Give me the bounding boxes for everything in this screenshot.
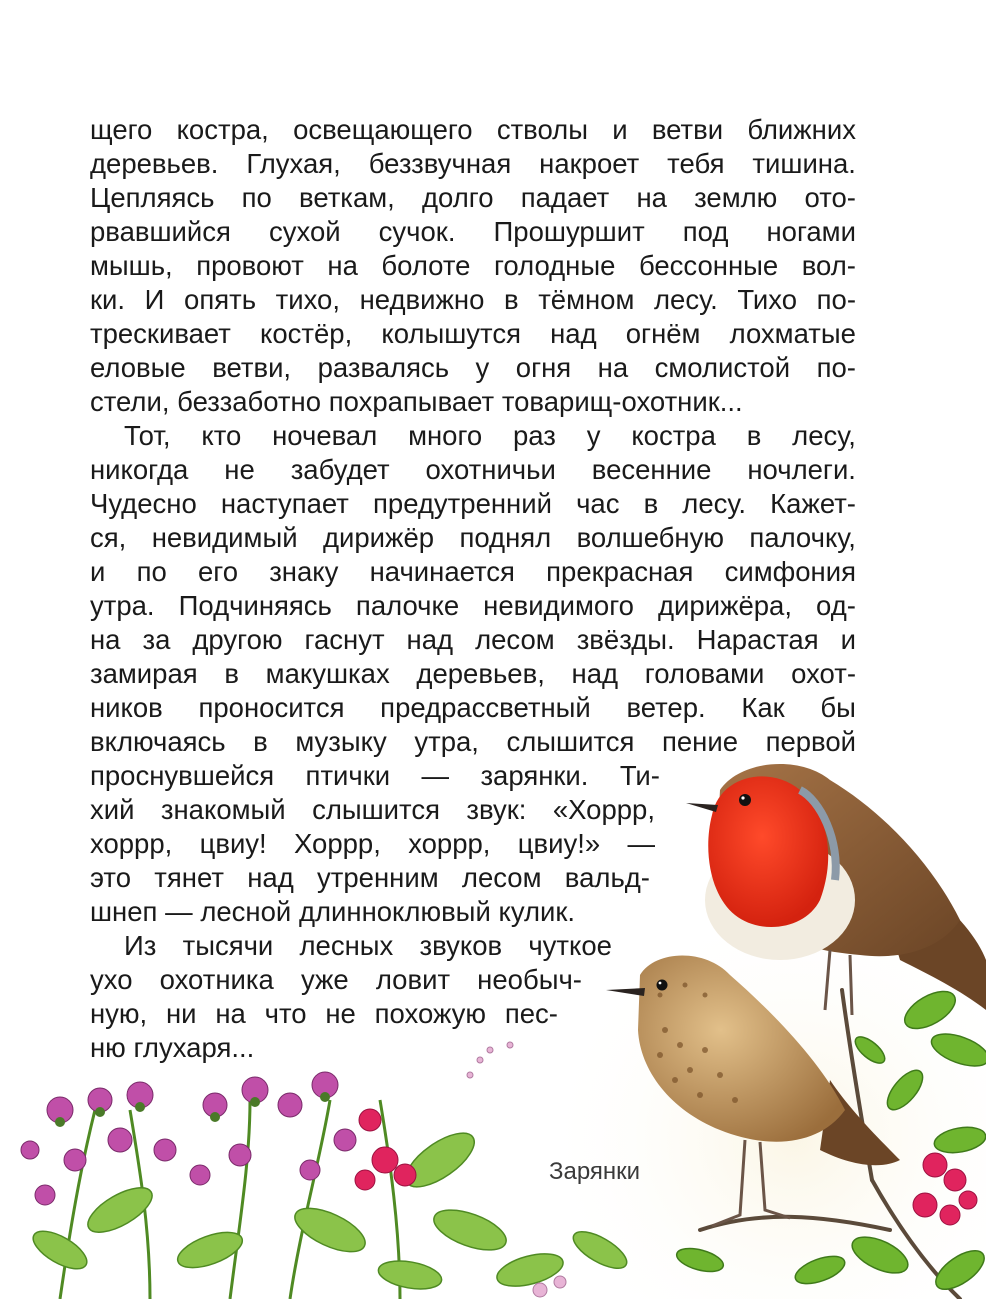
word: слышится <box>312 794 440 825</box>
word: и <box>840 624 856 655</box>
word: звёзды. <box>576 624 675 655</box>
word: макушках <box>265 658 390 689</box>
word: ветер. <box>626 692 706 723</box>
word: беззвучная <box>368 148 512 179</box>
word: развалясь <box>317 352 450 383</box>
word: похожую <box>374 998 487 1029</box>
word: утра, <box>414 726 479 757</box>
word: над <box>550 318 597 349</box>
word: лохматые <box>729 318 856 349</box>
word: дирижёра, <box>658 590 792 621</box>
word: первой <box>765 726 856 757</box>
word: птички <box>305 760 391 791</box>
word: тебя <box>667 148 725 179</box>
word: Нарастая <box>696 624 819 655</box>
text-line <box>124 929 612 963</box>
word: необыч- <box>477 964 582 995</box>
word: смолистой <box>654 352 791 383</box>
word: на <box>327 250 358 281</box>
text-line <box>90 759 660 793</box>
word: наступает <box>220 488 349 519</box>
word: на <box>597 352 629 383</box>
text-line <box>90 555 856 589</box>
text-line <box>90 827 655 861</box>
word: Глухая, <box>246 148 341 179</box>
word: длинноклювый <box>298 896 491 927</box>
word: охотника <box>159 964 274 995</box>
word: хоррр, <box>408 828 491 859</box>
word: костёр, <box>260 318 353 349</box>
word: уже <box>300 964 349 995</box>
word: цвиу!» <box>517 828 601 859</box>
word: костра, <box>176 114 269 145</box>
text-line <box>124 419 856 453</box>
word: ночевал <box>272 420 378 451</box>
word: тихо, <box>275 284 340 315</box>
word: од- <box>816 590 856 621</box>
word: весенние <box>591 454 712 485</box>
word: и <box>612 114 628 145</box>
word: бессонные <box>638 250 779 281</box>
word: И <box>144 284 165 315</box>
word: под <box>682 216 729 247</box>
word: падает <box>520 182 610 213</box>
word: над <box>571 658 619 689</box>
word: ветви <box>651 114 724 145</box>
word: на <box>215 998 246 1029</box>
word: утра. <box>90 590 155 621</box>
word: — <box>421 760 450 791</box>
word: палочку, <box>749 522 856 553</box>
word: пес- <box>504 998 558 1029</box>
word: костра <box>631 420 716 451</box>
word: Чудесно <box>90 488 197 519</box>
word: беззаботно <box>177 386 322 417</box>
word: ловит <box>375 964 451 995</box>
word: Хоррр, <box>294 828 381 859</box>
word: час <box>576 488 620 519</box>
word: сучок. <box>378 216 456 247</box>
word: звук: <box>466 794 527 825</box>
word: ногами <box>766 216 856 247</box>
word: Тот, <box>124 420 171 451</box>
word: болоте <box>381 250 471 281</box>
text-line <box>90 725 856 759</box>
word: тысячи <box>182 930 274 961</box>
word: над <box>406 624 454 655</box>
word: кто <box>201 420 242 451</box>
text-line <box>90 283 856 317</box>
word: щего <box>90 114 153 145</box>
word: замирая <box>90 658 198 689</box>
word: освещающего <box>293 114 473 145</box>
word: невидимый <box>151 522 298 553</box>
word: начинается <box>369 556 515 587</box>
word: проснувшейся <box>90 760 275 791</box>
word: землю <box>694 182 778 213</box>
word: поднял <box>459 522 552 553</box>
text-line <box>90 215 856 249</box>
text-line <box>90 589 856 623</box>
word: долго <box>422 182 494 213</box>
word: прекрасная <box>546 556 694 587</box>
text-line <box>90 147 856 181</box>
word: ухо <box>90 964 133 995</box>
illustration-caption: Зарянки <box>549 1158 641 1185</box>
word: ветви, <box>212 352 292 383</box>
word: ночлеги. <box>747 454 856 485</box>
word: тишина. <box>752 148 856 179</box>
text-line <box>90 181 856 215</box>
word: не <box>224 454 255 485</box>
text-line <box>90 793 655 827</box>
word: палочке <box>355 590 460 621</box>
word: лесу. <box>654 284 718 315</box>
word: Ти- <box>619 760 660 791</box>
word: лесных <box>299 930 394 961</box>
word: много <box>408 420 483 451</box>
word: звуков <box>419 930 503 961</box>
word: стволы <box>496 114 588 145</box>
text-line <box>90 113 856 147</box>
word: включаясь <box>90 726 226 757</box>
word: ближних <box>747 114 856 145</box>
word: проносится <box>198 692 345 723</box>
word: утренним <box>317 862 439 893</box>
word: симфония <box>724 556 856 587</box>
word: волшебную <box>576 522 724 553</box>
word: лесу. <box>682 488 747 519</box>
text-line <box>90 385 856 419</box>
word: что <box>264 998 307 1029</box>
word: музыку <box>295 726 387 757</box>
text-line <box>90 623 856 657</box>
word: дирижёр <box>322 522 435 553</box>
word: опять <box>184 284 257 315</box>
word: Из <box>124 930 157 961</box>
word: Цепляясь <box>90 182 215 213</box>
text-line <box>90 453 856 487</box>
word: не <box>325 998 356 1029</box>
word: огня <box>515 352 572 383</box>
word: Кажет- <box>770 488 856 519</box>
word: в <box>643 488 659 519</box>
text-line <box>90 521 856 555</box>
word: шнеп <box>90 896 158 927</box>
word: сухой <box>269 216 341 247</box>
word: лесом <box>461 862 542 893</box>
text-line <box>90 317 856 351</box>
word: по <box>136 556 167 587</box>
word: охот- <box>791 658 856 689</box>
word: стели, <box>90 386 170 417</box>
word: другою <box>192 624 283 655</box>
word: в <box>746 420 762 451</box>
word: цвиу! <box>199 828 267 859</box>
word: огнём <box>625 318 701 349</box>
word: еловые <box>90 352 186 383</box>
word: головами <box>644 658 765 689</box>
text-line <box>90 657 856 691</box>
word: накроет <box>539 148 640 179</box>
word: по- <box>816 352 856 383</box>
word: за <box>142 624 171 655</box>
text-line <box>90 963 582 997</box>
word: слышится <box>506 726 635 757</box>
word: мышь, <box>90 250 173 281</box>
word: товарищ-охотник... <box>501 386 743 417</box>
word: в <box>503 284 519 315</box>
word: хоррр, <box>90 828 173 859</box>
word: на <box>636 182 667 213</box>
word: по <box>241 182 272 213</box>
word: лесной <box>200 896 292 927</box>
text-line <box>90 351 856 385</box>
word: никогда <box>90 454 189 485</box>
word: голодные <box>493 250 616 281</box>
word: и <box>90 556 106 587</box>
word: чуткое <box>528 930 612 961</box>
word: над <box>247 862 294 893</box>
word: вальд- <box>564 862 650 893</box>
word: ся, <box>90 522 127 553</box>
word: раз <box>513 420 556 451</box>
word: похрапывает <box>328 386 495 417</box>
word: забудет <box>290 454 390 485</box>
word: бы <box>820 692 856 723</box>
word: знаку <box>269 556 339 587</box>
word: ню <box>90 1032 126 1063</box>
word: гаснут <box>304 624 385 655</box>
word: «Хоррр, <box>552 794 655 825</box>
word: ников <box>90 692 163 723</box>
text-line <box>90 691 856 725</box>
word: трескивает <box>90 318 231 349</box>
word: глухаря... <box>133 1032 255 1063</box>
word: лесу, <box>792 420 856 451</box>
text-line <box>90 487 856 521</box>
word: пение <box>661 726 738 757</box>
word: хий <box>90 794 135 825</box>
word: в <box>224 658 239 689</box>
word: веткам, <box>299 182 395 213</box>
word: в <box>253 726 268 757</box>
word: Прошуршит <box>493 216 645 247</box>
word: предрассветный <box>380 692 591 723</box>
word: ки. <box>90 284 126 315</box>
word: ото- <box>804 182 856 213</box>
word: — <box>627 828 655 859</box>
word: предутренний <box>373 488 552 519</box>
word: Подчиняясь <box>178 590 332 621</box>
plants-left <box>21 1042 632 1299</box>
text-line <box>90 1031 560 1065</box>
word: колышутся <box>381 318 521 349</box>
word: ную, <box>90 998 148 1029</box>
word: рвавшийся <box>90 216 231 247</box>
word: знакомый <box>160 794 286 825</box>
word: его <box>197 556 238 587</box>
word: невидимого <box>483 590 634 621</box>
text-line <box>90 861 650 895</box>
word: ни <box>166 998 197 1029</box>
word: деревьев, <box>416 658 545 689</box>
word: тёмном <box>538 284 635 315</box>
word: зарянки. <box>480 760 589 791</box>
word: деревьев. <box>90 148 219 179</box>
word: по- <box>816 284 856 315</box>
text-line <box>90 997 558 1031</box>
word: охотничьи <box>425 454 556 485</box>
word: на <box>90 624 121 655</box>
word: провоют <box>196 250 304 281</box>
word: тянет <box>154 862 224 893</box>
word: недвижно <box>359 284 485 315</box>
word: Как <box>741 692 785 723</box>
word: у <box>586 420 601 451</box>
text-line <box>90 249 856 283</box>
word: это <box>90 862 132 893</box>
word: Тихо <box>737 284 798 315</box>
word: — <box>165 896 193 927</box>
word: кулик. <box>498 896 576 927</box>
word: у <box>475 352 490 383</box>
word: вол- <box>801 250 856 281</box>
text-line <box>90 895 642 929</box>
word: лесом <box>475 624 555 655</box>
